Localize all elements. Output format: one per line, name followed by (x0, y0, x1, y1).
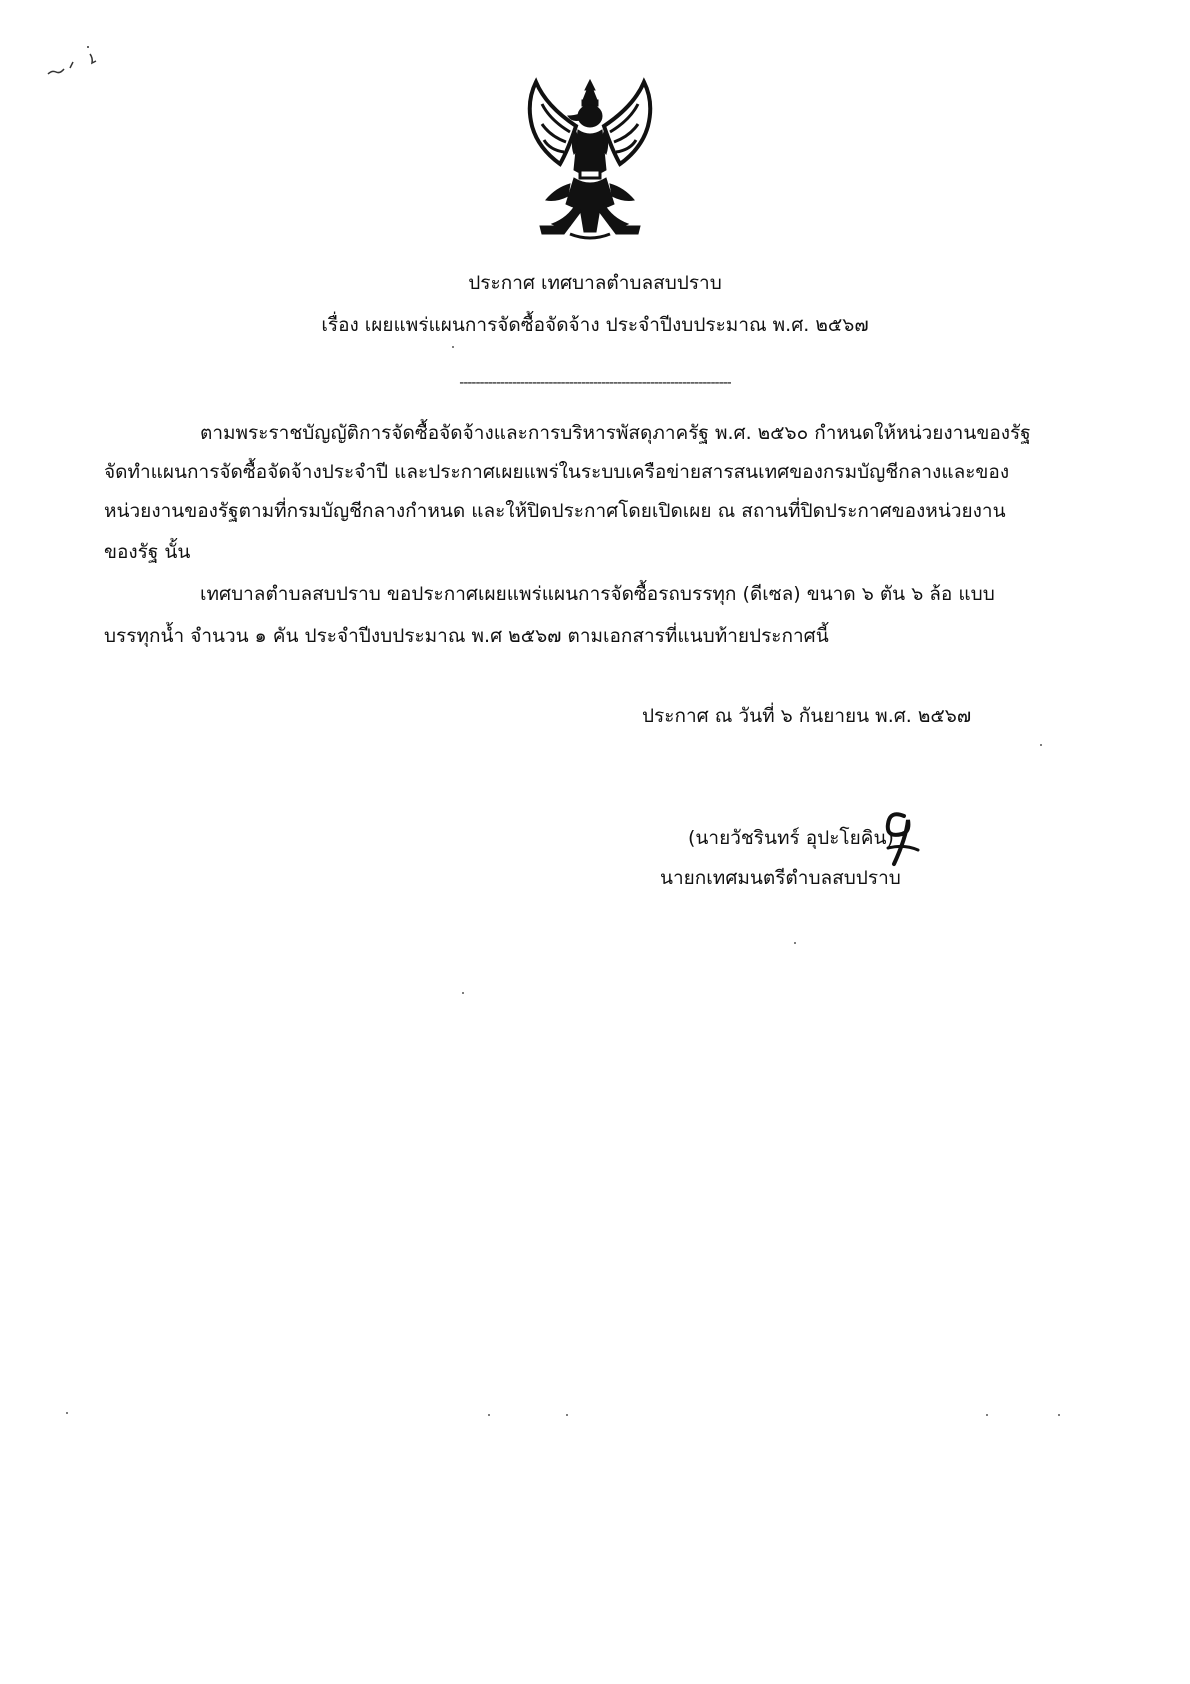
date-line: ประกาศ ณ วันที่ ๖ กันยายน พ.ศ. ๒๕๖๗ (642, 705, 972, 727)
paragraph-1-line-2: จัดทำแผนการจัดซื้อจัดจ้างประจำปี และประกาศเผยแพร่ในระบบเครือข่ายสารสนเทศของกรมบัญชีกลางและของ (104, 461, 1010, 483)
scan-speck (66, 1412, 68, 1414)
scan-speck (1058, 1414, 1060, 1416)
paragraph-1-line-3: หน่วยงานของรัฐตามที่กรมบัญชีกลางกำหนด และให้ปิดประกาศโดยเปิดเผย ณ สถานที่ปิดประกาศของหน่วยงาน (104, 500, 1006, 522)
paragraph-2-line-2: บรรทุกน้ำ จำนวน ๑ คัน ประจำปีงบประมาณ พ.ศ ๒๕๖๗ ตามเอกสารที่แนบท้ายประกาศนี้ (104, 625, 829, 647)
scan-speck (566, 1414, 568, 1416)
garuda-emblem (510, 76, 670, 242)
paragraph-1-line-4: ของรัฐ นั้น (104, 541, 191, 563)
scan-speck (1040, 744, 1042, 746)
paragraph-1-line-1: ตามพระราชบัญญัติการจัดซื้อจัดจ้างและการบริหารพัสดุภาครัฐ พ.ศ. ๒๕๖๐ กำหนดให้หน่วยงานของรัฐ (200, 422, 1031, 444)
announcement-title: ประกาศ เทศบาลตำบลสบปราบ (468, 272, 722, 294)
scan-speck (794, 942, 796, 944)
divider-line: ------------------------------------------------------------------- (459, 375, 731, 391)
scan-artifact-marks (44, 44, 114, 84)
scan-speck (462, 992, 464, 994)
paragraph-2-line-1: เทศบาลตำบลสบปราบ ขอประกาศเผยแพร่แผนการจัดซื้อรถบรรทุก (ดีเซล) ขนาด ๖ ตัน ๖ ล้อ แบบ (200, 583, 995, 605)
subject-line: เรื่อง เผยแพร่แผนการจัดซื้อจัดจ้าง ประจำปีงบประมาณ พ.ศ. ๒๕๖๗ (321, 314, 869, 336)
scan-speck (986, 1414, 988, 1416)
scan-speck (452, 346, 454, 348)
scan-speck (488, 1414, 490, 1416)
signer-title: นายกเทศมนตรีตำบลสบปราบ (660, 867, 901, 889)
signer-name: (นายวัชรินทร์ อุปะโยคิน) (688, 827, 894, 849)
